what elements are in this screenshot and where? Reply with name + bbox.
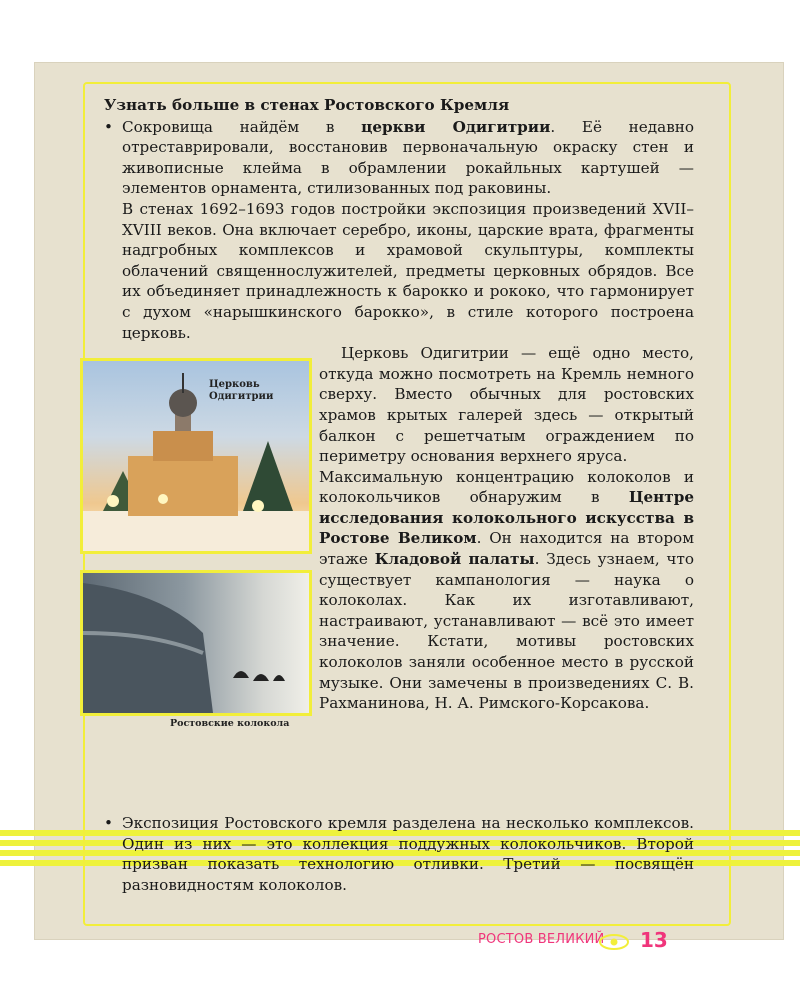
text: . Он находится на втором этаже [319,529,695,569]
section-heading: Узнать больше в стенах Ростовского Кремля [104,96,510,114]
bold-text: Кладовой палаты [374,550,535,569]
bells-caption: Ростовские колокола [170,718,290,729]
footer-title: РОСТОВ ВЕЛИКИЙ [478,932,605,947]
church-photo [80,358,312,554]
bells-photo [80,570,312,716]
bold-text: Центре исследования колокольного искусства в Ростове Великом [319,488,694,548]
paragraph-exposition [104,199,694,343]
bullet-list [104,117,694,199]
bells-illustration [83,573,309,713]
page-number: 13 [640,928,668,952]
eye-icon [598,934,630,950]
text: . Её недавно отреставрировали, восстановив первоначальную окраску стен и живописные клейма в обрамлении рокайльных картушей — элементов орнамента, стилизованных под раковины. [122,117,695,198]
text: Максимальную концентрацию колоколов и колокольчиков обнаружим в [319,467,694,507]
text: . Здесь узнаем, что существует кампанология — наука о колоколах. Как их изготавливают, настраивают, устанавливают — всё это имеет значение. Кстати, мотивы ростовских колоколов заняли особенное место в русской музыке. Они замечены в произведениях С. В. Рахманинова, Н. А. Римского-Корсакова. [319,550,695,713]
bullet-item-odigitria [104,117,694,199]
text: В стенах 1692–1693 годов постройки экспозиция произведений XVII–XVIII веков. Она включает серебро, иконы, царские врата, фрагменты надгробных комплексов и храмовой скульптуры, комплекты облачений священнослужителей, предметы церковных обрядов. Все их объединяет принадлежность к барокко и рококо, что гармонирует с духом «нарышкинского барокко», в стиле которого построена церковь. [122,199,694,342]
text: Церковь Одигитрии — ещё одно место, откуда можно посмотреть на Кремль немного сверху. Вместо обычных для ростовских храмов крытых галерей здесь — открытый балкон с решетчатым ограждением по периметру основания верхнего яруса. [319,344,694,466]
bold-text: церкви Одигитрии [361,117,551,136]
text: Сокровища найдём в [122,117,362,136]
church-caption: Церковь Одигитрии [209,379,274,402]
bullet-item-exposition: • Экспозиция Ростовского кремля разделена на несколько комплексов. Один из них — это коллекция поддужных колокольчиков. Второй призван показать технологию отливки. Третий — посвящён разновидностям колоколов. [104,813,694,895]
bullet-list-2 [104,813,694,895]
